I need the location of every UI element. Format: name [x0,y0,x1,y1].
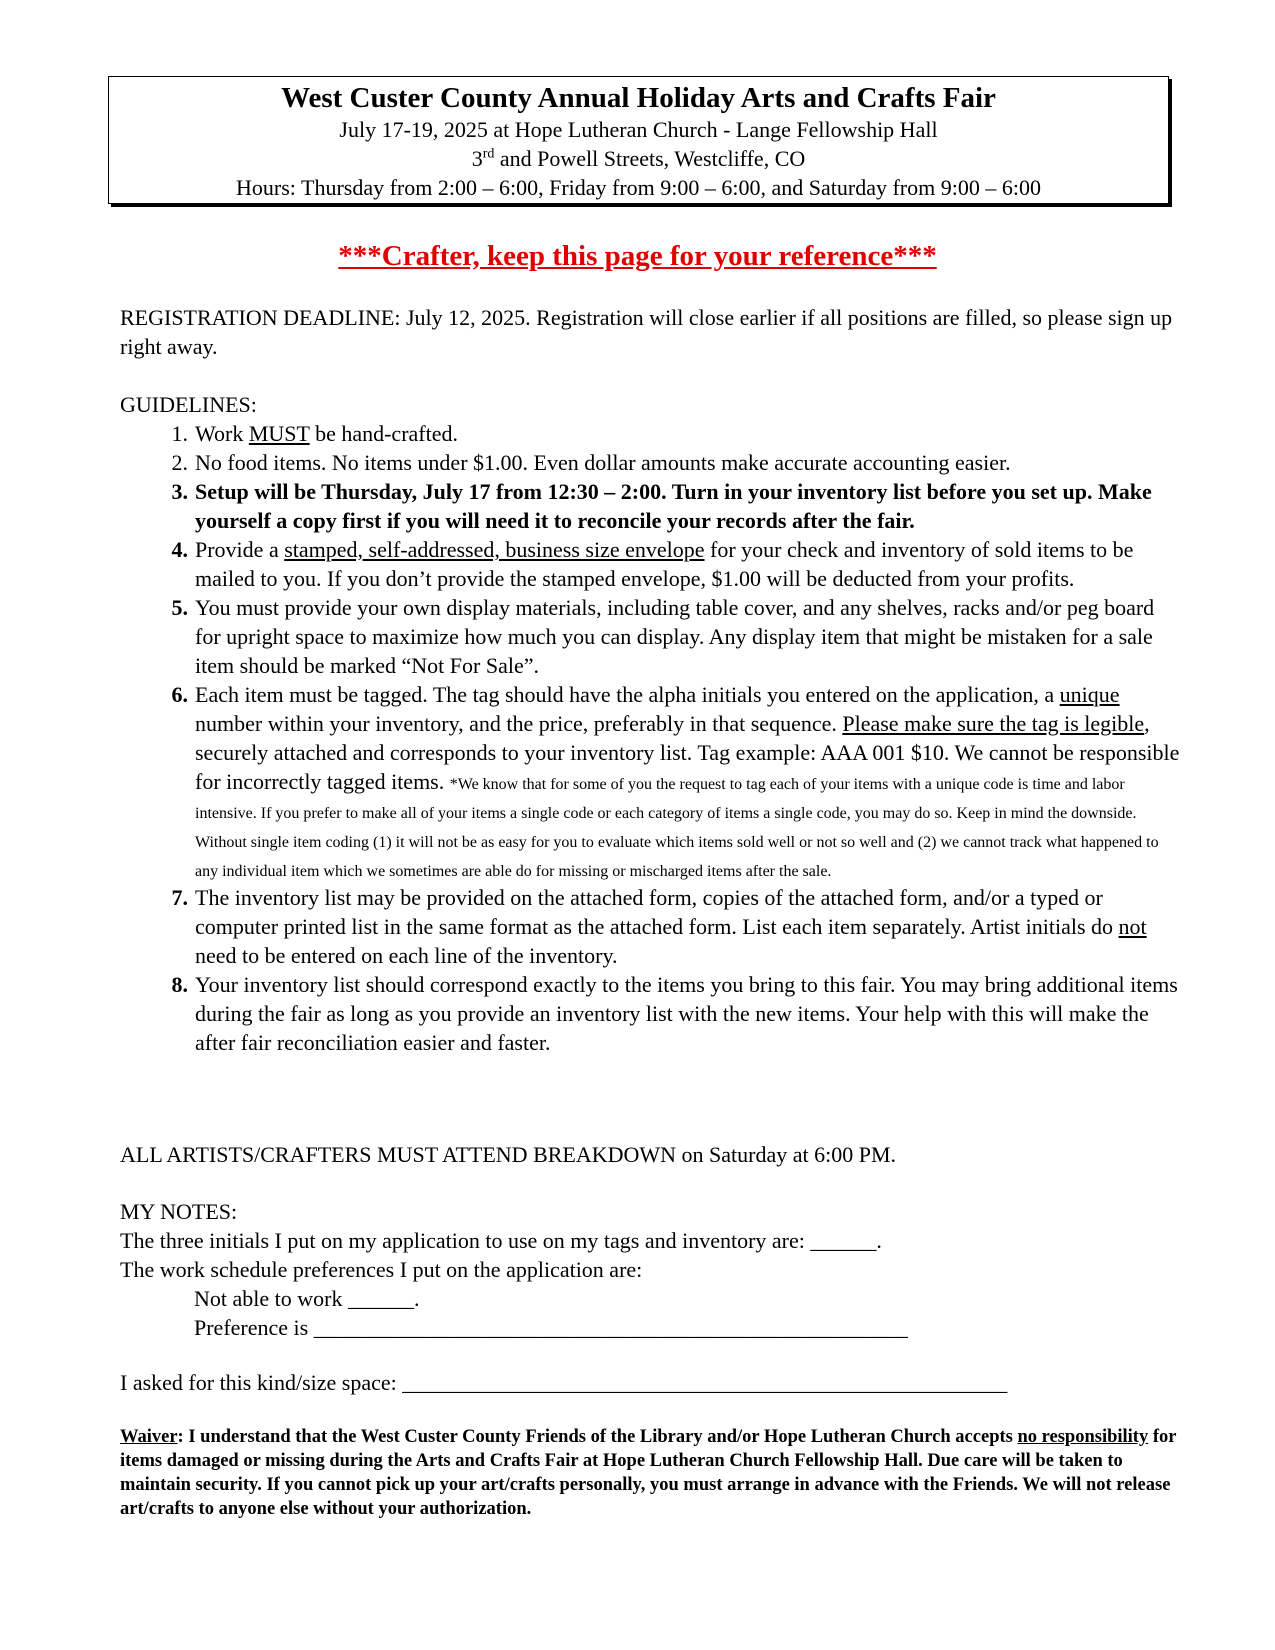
guideline-text: number within your inventory, and the price, preferably in that sequence. [195,711,843,736]
event-dates-location: July 17-19, 2025 at Hope Lutheran Church - Lange Fellowship Hall [339,117,938,142]
waiver-emphasis: no responsibility [1017,1427,1149,1447]
guideline-text: for your check and inventory of sold items to be mailed to you. If you don’t provide the stamped envelope, $1.00 will be deducted from your profits. [195,537,1134,591]
waiver-paragraph [120,1425,1180,1521]
guideline-number: 6. [171,682,188,707]
guideline-text: , securely attached and corresponds to your inventory list. Tag example: AAA 001 $10. We cannot be responsible for incorrectly tagged items. [195,711,1180,794]
notes-preference-line: Preference is ______________________________________________________ [194,1315,908,1340]
guideline-text: Each item must be tagged. The tag should have the alpha initials you entered on the application, a [195,682,1060,707]
guidelines-list [120,419,1180,1057]
guideline-text: Provide a [195,537,285,562]
guideline-number: 2. [171,450,188,475]
guideline-emphasis: MUST [248,421,310,446]
guideline-item [120,593,1180,680]
address-number: 3 [471,146,483,171]
guideline-text: Setup will be Thursday, July 17 from 12:30 – 2:00. Turn in your inventory list before you set up. Make yourself a copy first if you will need it to reconcile your records after the fair. [195,479,1152,533]
guideline-item [120,680,1180,883]
notes-not-able-line: Not able to work ______. [194,1286,420,1311]
waiver-text: for items damaged or missing during the Arts and Crafts Fair at Hope Lutheran Church Fellowship Hall. Due care will be taken to maintain security. If you cannot pick up your art/crafts personally, you must arrange in advance with the Friends. We will not release art/crafts to anyone else without your authorization. [120,1427,1177,1519]
event-address [109,144,1168,173]
guideline-text: be hand-crafted. [309,421,458,446]
reference-notice: ***Crafter, keep this page for your reference*** [338,240,937,272]
event-hours: Hours: Thursday from 2:00 – 6:00, Friday from 9:00 – 6:00, and Saturday from 9:00 – 6:00 [236,175,1041,200]
guideline-item [120,477,1180,535]
guideline-number: 5. [171,595,188,620]
guideline-number: 7. [171,885,188,910]
guideline-number: 8. [171,972,188,997]
guideline-item [120,535,1180,593]
event-title: West Custer County Annual Holiday Arts and Crafts Fair [281,82,996,114]
guidelines-heading: GUIDELINES: [120,392,257,417]
guideline-emphasis: unique [1059,682,1120,707]
guideline-item [120,970,1180,1057]
guideline-text: Work [195,421,249,446]
notes-heading: MY NOTES: [120,1199,238,1224]
guideline-emphasis: Please make sure the tag is legible [842,711,1145,736]
registration-deadline: REGISTRATION DEADLINE: July 12, 2025. Registration will close earlier if all positions are filled, so please sign up right away. [120,305,1173,359]
notes-schedule-line: The work schedule preferences I put on the application are: [120,1257,643,1282]
address-rest: and Powell Streets, Westcliffe, CO [494,146,806,171]
guideline-number: 1. [171,421,188,446]
waiver-text: : I understand that the West Custer County Friends of the Library and/or Hope Lutheran Church accepts [177,1427,1018,1447]
guideline-number: 3. [171,479,188,504]
guideline-item [120,883,1180,970]
event-header-box [108,76,1169,204]
guideline-emphasis: not [1118,914,1147,939]
guideline-text: You must provide your own display materials, including table cover, and any shelves, racks and/or peg board for upright space to maximize how much you can display. Any display item that might be mistaken for a sale item should be marked “Not For Sale”. [195,595,1155,678]
tagging-footnote: *We know that for some of you the request to tag each of your items with a unique code is time and labor intensive. If you prefer to make all of your items a single code or each category of items a single code, you may do so. Keep in mind the downside. Without single item coding (1) it will not be as easy for you to evaluate which items sold well or not so well and (2) we cannot track what happened to any individual item which we sometimes are able do for missing or mischarged items after the sale. [195,776,1159,880]
guideline-number: 4. [171,537,188,562]
notes-initials-line: The three initials I put on my application to use on my tags and inventory are: ______. [120,1228,882,1253]
guideline-text: need to be entered on each line of the inventory. [195,943,618,968]
waiver-label: Waiver [120,1427,178,1447]
space-request-line: I asked for this kind/size space: _______________________________________________________ [120,1370,1008,1395]
my-notes-section [120,1197,1180,1342]
guideline-item [120,419,1180,448]
address-ordinal: rd [482,146,495,162]
guideline-text: Your inventory list should correspond exactly to the items you bring to this fair. You may bring additional items during the fair as long as you provide an inventory list with the new items. Your help with this will make the after fair reconciliation easier and faster. [195,972,1178,1055]
breakdown-notice: ALL ARTISTS/CRAFTERS MUST ATTEND BREAKDOWN on Saturday at 6:00 PM. [120,1142,897,1167]
guideline-emphasis: stamped, self-addressed, business size envelope [284,537,705,562]
guideline-item [120,448,1180,477]
guideline-text: No food items. No items under $1.00. Even dollar amounts make accurate accounting easier. [195,450,1011,475]
guideline-text: The inventory list may be provided on the attached form, copies of the attached form, and/or a typed or computer printed list in the same format as the attached form. List each item separately. Artist initials do [195,885,1119,939]
